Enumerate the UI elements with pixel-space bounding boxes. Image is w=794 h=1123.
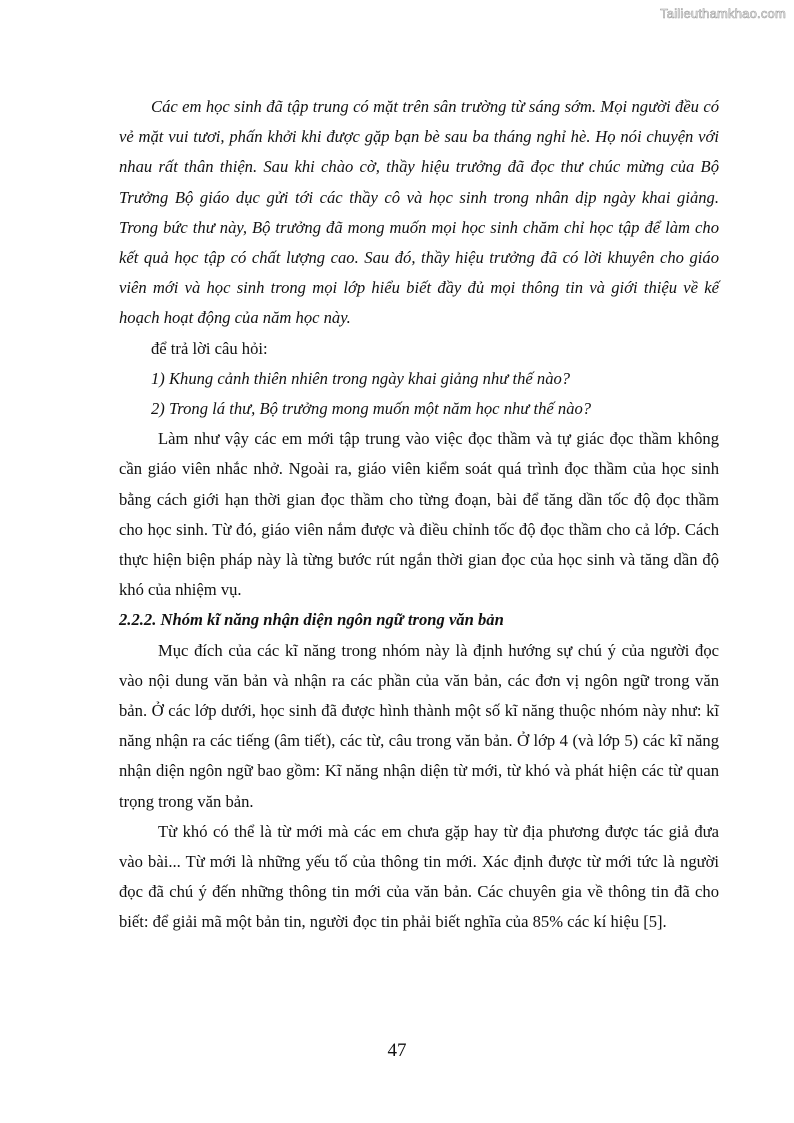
silent-reading-paragraph: Làm như vậy các em mới tập trung vào việc đọc thầm và tự giác đọc thầm không cần giáo viên nhắc nhở. Ngoài ra, giáo viên kiểm soát quá trình đọc thầm của học sinh bằng cách giới hạn thời gian đọc thầm cho từng đoạn, bài để tăng dần tốc độ đọc thầm cho học sinh. Từ đó, giáo viên nắm được và điều chỉnh tốc độ đọc thầm cho cả lớp. Cách thực hiện biện pháp này là từng bước rút ngắn thời gian đọc của học sinh và tăng dần độ khó của nhiệm vụ. (119, 429, 719, 600)
difficult-words-paragraph: Từ khó có thể là từ mới mà các em chưa gặp hay từ địa phương được tác giả đưa vào bài... Từ mới là những yếu tố của thông tin mới. Xác định được từ mới tức là người đọc đã chú ý đến những thông tin mới của văn bản. Các chuyên gia về thông tin đã cho biết: để giải mã một bản tin, người đọc tin phải biết nghĩa của 85% các kí hiệu [5]. (119, 821, 719, 932)
watermark: Tailieuthamkhao.com (660, 6, 786, 21)
question-2: 2) Trong lá thư, Bộ trưởng mong muốn một năm học như thế nào? (151, 399, 592, 419)
document-body (119, 92, 719, 938)
section-heading: 2.2.2. Nhóm kĩ năng nhận diện ngôn ngữ trong văn bản (119, 610, 504, 630)
page-number: 47 (387, 1040, 407, 1061)
intro-questions-line: để trả lời câu hỏi: (151, 338, 268, 358)
purpose-paragraph: Mục đích của các kĩ năng trong nhóm này là định hướng sự chú ý của người đọc vào nội dung văn bản và nhận ra các phần của văn bản, các đơn vị ngôn ngữ trong văn bản. Ở các lớp dưới, học sinh đã được hình thành một số kĩ năng thuộc nhóm này như: kĩ năng nhận ra các tiếng (âm tiết), các từ, câu trong văn bản. Ở lớp 4 (và lớp 5) các kĩ năng nhận diện ngôn ngữ bao gồm: Kĩ năng nhận diện từ mới, từ khó và phát hiện các từ quan trọng trong văn bản. (119, 640, 719, 811)
question-1: 1) Khung cảnh thiên nhiên trong ngày khai giảng như thế nào? (151, 368, 571, 388)
letter-paragraph: Các em học sinh đã tập trung có mặt trên sân trường từ sáng sớm. Mọi người đều có vẻ mặt vui tươi, phấn khởi khi được gặp bạn bè sau ba tháng nghỉ hè. Họ nói chuyện với nhau rất thân thiện. Sau khi chào cờ, thầy hiệu trưởng đã đọc thư chúc mừng của Bộ Trưởng Bộ giáo dục gửi tới các thầy cô và học sinh trong nhân dịp ngày khai giảng. Trong bức thư này, Bộ trưởng đã mong muốn mọi học sinh chăm chỉ học tập để làm cho kết quả học tập có chất lượng cao. Sau đó, thầy hiệu trưởng đã có lời khuyên cho giáo viên mới và học sinh trong mọi lớp hiểu biết đầy đủ mọi thông tin và giới thiệu về kế hoạch hoạt động của năm học này. (119, 97, 719, 328)
